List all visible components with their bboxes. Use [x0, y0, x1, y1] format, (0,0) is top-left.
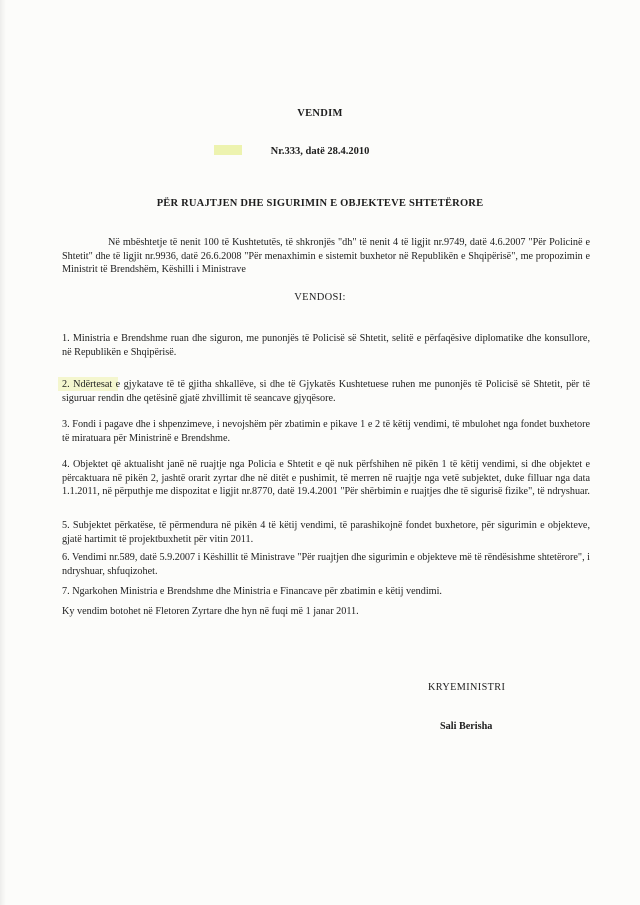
decision-number: Nr.333, datë 28.4.2010	[270, 146, 370, 157]
document-heading: VENDIM	[297, 108, 343, 119]
scan-edge-shadow	[0, 0, 6, 905]
signature-name: Sali Berisha	[440, 721, 493, 732]
preamble-paragraph	[62, 236, 590, 277]
decision-point-1: 1. Ministria e Brendshme ruan dhe siguron, me punonjës të Policisë së Shtetit, selitë e përfaqësive diplomatike dhe konsullore, në Republikën e Shqipërisë.	[62, 333, 590, 358]
closing-statement: Ky vendim botohet në Fletoren Zyrtare dhe hyn në fuqi më 1 janar 2011.	[62, 606, 359, 617]
preamble-text: Në mbështetje të nenit 100 të Kushtetutës, të shkronjës "dh" të nenit 4 të ligjit nr.9749, datë 4.6.2007 "Për Policinë e Shtetit" dhe të ligjit nr.9936, datë 26.6.2008 "Për menaxhimin e sistemit buxhetor në Republikën e Shqipërisë", me propozimin e Ministrit të Brendshëm, Këshilli i Ministrave	[62, 237, 590, 275]
decision-point-6: 6. Vendimi nr.589, datë 5.9.2007 i Këshillit të Ministrave "Për ruajtjen dhe sigurimin e objekteve më të rëndësishme shtetërore", i ndryshuar, shfuqizohet.	[62, 552, 590, 577]
decision-point-7: 7. Ngarkohen Ministria e Brendshme dhe Ministria e Financave për zbatimin e këtij vendimi.	[62, 586, 442, 597]
decision-point-2: 2. Ndërtesat e gjykatave të të gjitha shkallëve, si dhe të Gjykatës Kushtetuese ruhen me punonjës të Policisë së Shtetit, për të siguruar rendin dhe qetësinë gjatë zhvillimit të seancave gjyqësore.	[62, 379, 590, 404]
decision-point-5: 5. Subjektet përkatëse, të përmendura në pikën 4 të këtij vendimi, të parashikojnë fondet buxhetore, për sigurimin e objekteve, gjatë hartimit të projektbuxhetit për vitin 2011.	[62, 520, 590, 545]
document-subject: PËR RUAJTJEN DHE SIGURIMIN E OBJEKTEVE SHTETËRORE	[156, 198, 484, 209]
decision-point-4: 4. Objektet që aktualisht janë në ruajtje nga Policia e Shtetit e që nuk përfshihen në pikën 1 të këtij vendimi, si dhe objektet e përcaktuara në pikën 2, jashtë orarit zyrtar dhe në ditët e pushimit, të merren në ruajtje nga vetë subjektet, duke filluar nga data 1.1.2011, në përputhje me dispozitat e ligjit nr.8770, datë 19.4.2001 "Për shërbimin e ruajtjes dhe të sigurisë fizike", të ndryshuar.	[62, 459, 590, 498]
decides-heading: VENDOSI:	[294, 292, 346, 303]
signature-title: KRYEMINISTRI	[428, 682, 506, 693]
decision-point-3: 3. Fondi i pagave dhe i shpenzimeve, i nevojshëm për zbatimin e pikave 1 e 2 të këtij vendimi, të mbulohet nga fondet buxhetore të miratuara për Ministrinë e Brendshme.	[62, 419, 590, 444]
